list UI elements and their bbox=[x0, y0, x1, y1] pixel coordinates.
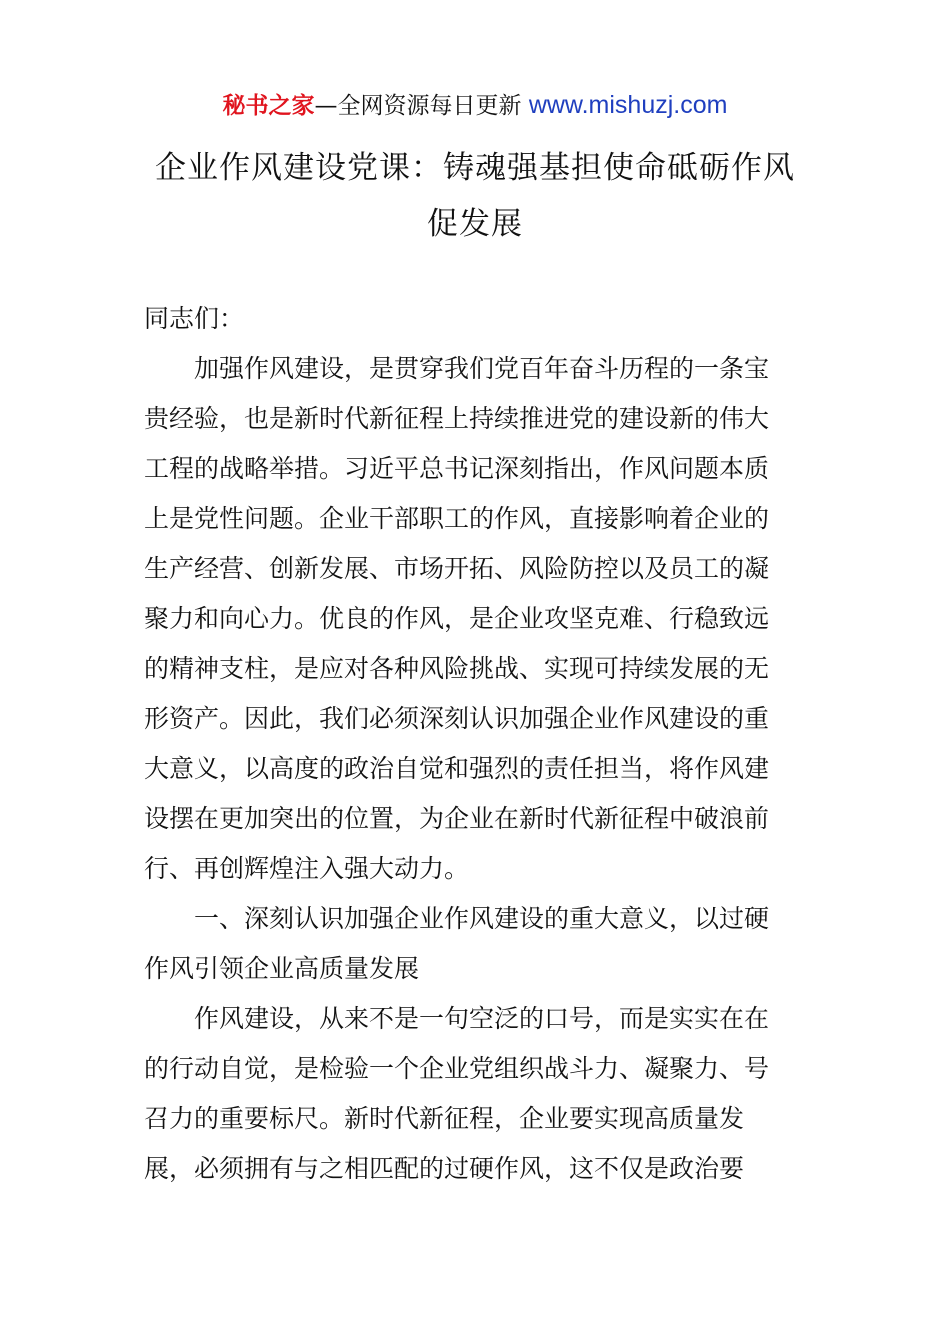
header-tagline: —全网资源每日更新 bbox=[314, 93, 522, 119]
paragraph-line: 召力的重要标尺。新时代新征程，企业要实现高质量发 bbox=[144, 1104, 745, 1133]
paragraph-2 bbox=[144, 994, 810, 1194]
document-body bbox=[144, 294, 810, 1194]
heading-line: 作风引领企业高质量发展 bbox=[144, 954, 420, 983]
document-title bbox=[120, 140, 830, 252]
title-line-1: 企业作风建设党课：铸魂强基担使命砥砺作风 bbox=[155, 150, 795, 186]
paragraph-1 bbox=[144, 344, 810, 894]
paragraph-line: 工程的战略举措。习近平总书记深刻指出，作风问题本质 bbox=[144, 454, 770, 483]
paragraph-line: 形资产。因此，我们必须深刻认识加强企业作风建设的重 bbox=[144, 704, 770, 733]
paragraph-line: 设摆在更加突出的位置，为企业在新时代新征程中破浪前 bbox=[144, 804, 770, 833]
paragraph-line: 生产经营、创新发展、市场开拓、风险防控以及员工的凝 bbox=[144, 554, 770, 583]
section-heading-1 bbox=[144, 894, 810, 994]
paragraph-line: 行、再创辉煌注入强大动力。 bbox=[144, 854, 470, 883]
paragraph-line: 的精神支柱，是应对各种风险挑战、实现可持续发展的无 bbox=[144, 654, 770, 683]
salutation: 同志们： bbox=[144, 304, 245, 333]
paragraph-line: 贵经验，也是新时代新征程上持续推进党的建设新的伟大 bbox=[144, 404, 770, 433]
paragraph-line: 加强作风建设，是贯穿我们党百年奋斗历程的一条宝 bbox=[194, 354, 770, 383]
site-url-link[interactable]: www.mishuzj.com bbox=[528, 91, 728, 119]
heading-line: 一、深刻认识加强企业作风建设的重大意义，以过硬 bbox=[194, 904, 770, 933]
paragraph-line: 展，必须拥有与之相匹配的过硬作风，这不仅是政治要 bbox=[144, 1154, 745, 1183]
paragraph-line: 聚力和向心力。优良的作风，是企业攻坚克难、行稳致远 bbox=[144, 604, 770, 633]
paragraph-line: 作风建设，从来不是一句空泛的口号，而是实实在在 bbox=[194, 1004, 770, 1033]
title-line-2: 促发展 bbox=[427, 206, 523, 242]
paragraph-line: 的行动自觉，是检验一个企业党组织战斗力、凝聚力、号 bbox=[144, 1054, 770, 1083]
site-header bbox=[0, 88, 950, 123]
paragraph-line: 大意义，以高度的政治自觉和强烈的责任担当，将作风建 bbox=[144, 754, 770, 783]
paragraph-line: 上是党性问题。企业干部职工的作风，直接影响着企业的 bbox=[144, 504, 770, 533]
brand-name: 秘书之家 bbox=[222, 93, 315, 119]
